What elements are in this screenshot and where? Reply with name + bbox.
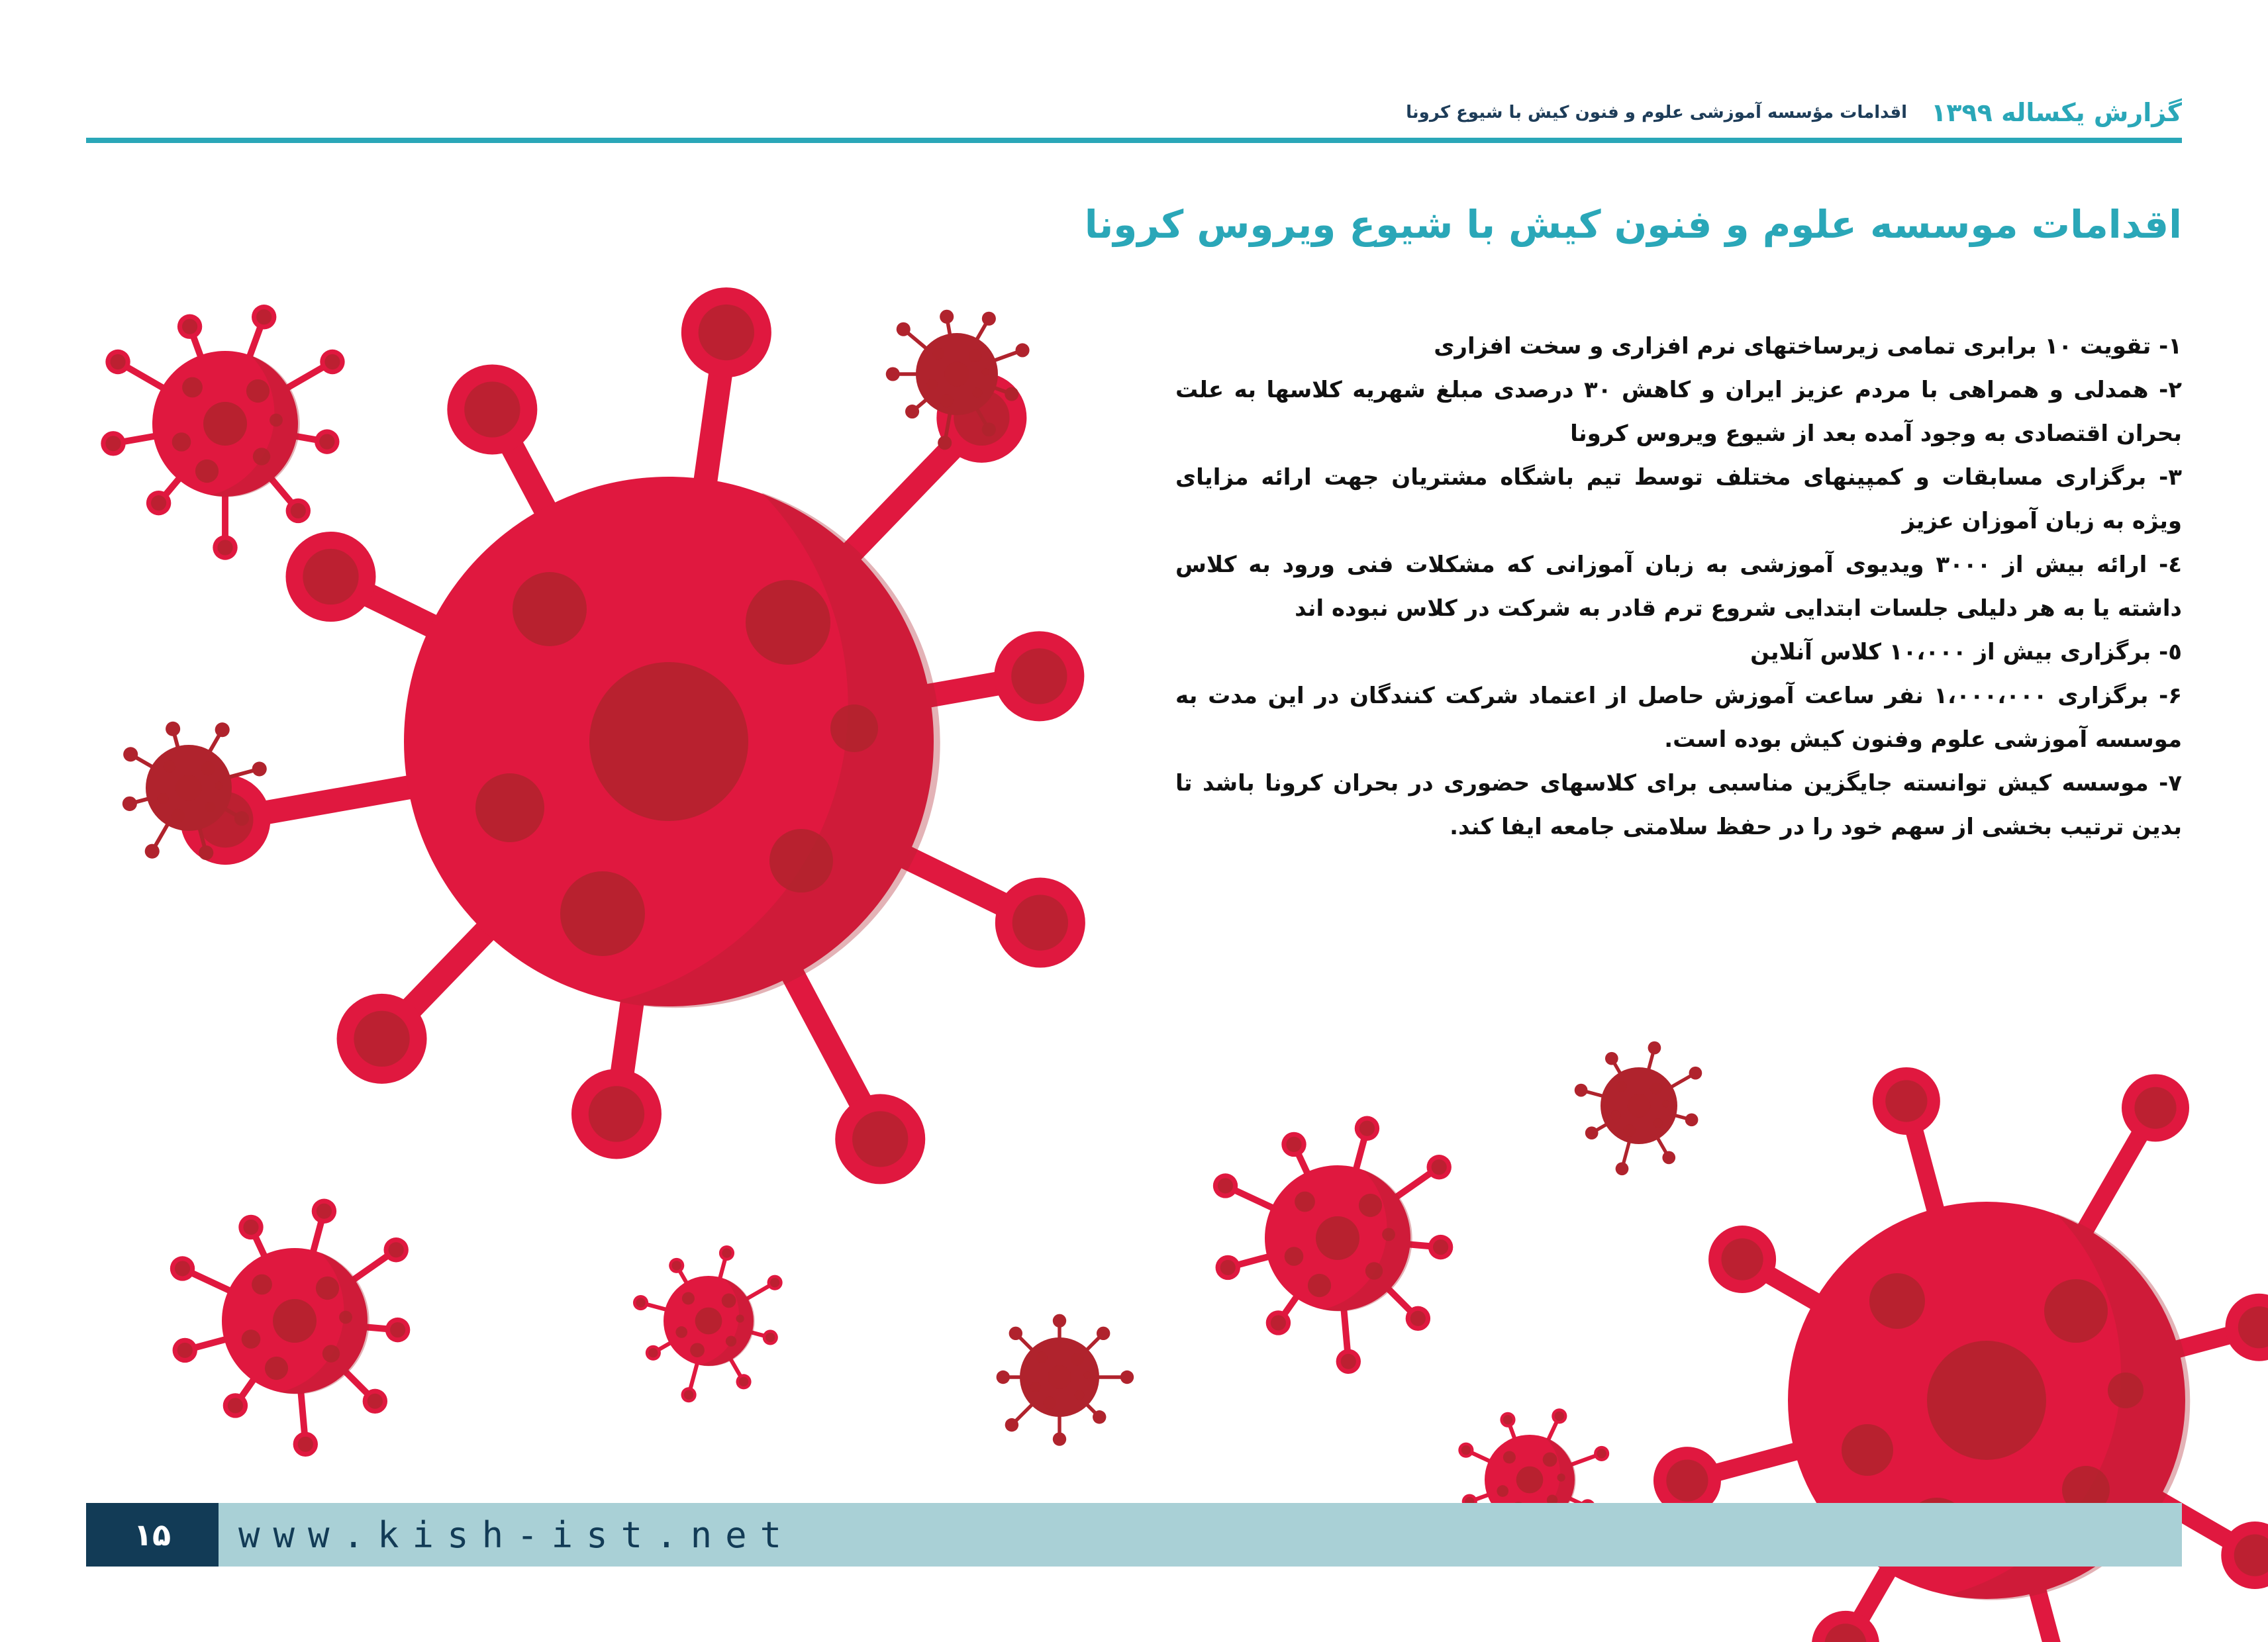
virus-spot [1628, 1094, 1651, 1118]
virus-spot [1359, 1194, 1382, 1217]
virus-spike-tip-core [390, 1322, 405, 1337]
virus-spot [769, 829, 833, 893]
virus-spike-tip-core [1218, 1178, 1233, 1193]
virus-spike-tip [1575, 1084, 1588, 1097]
virus-spike-tip-core [324, 354, 340, 369]
virus-spot [589, 662, 748, 821]
list-item: ٣- برگزاری مسابقات و کمپینهای مختلف توسط تیم باشگاه مشتریان جهت ارائه مزایای ویژه به زبان آموزان عزیز [1175, 464, 2182, 534]
virus-spike-tip-core [177, 1343, 193, 1358]
virus-spot [2108, 1373, 2144, 1408]
virus-spot [736, 1314, 744, 1322]
virus-spot [203, 402, 247, 446]
list-item: ١- تقویت ١٠ برابری تمامی زیرساختهای نرم افزاری و سخت افزاری [1434, 333, 2182, 360]
virus-spot [1543, 1453, 1557, 1467]
virus-spike-tip-core [1721, 1238, 1763, 1280]
virus-spike-tip-core [765, 1333, 775, 1342]
virus-spike-tip [1005, 387, 1018, 401]
virus-spike-tip-core [464, 381, 520, 437]
virus-spot [172, 432, 191, 452]
virus-spot [1036, 1352, 1048, 1363]
virus-spike-tip-core [354, 1011, 409, 1067]
virus-icon [170, 1199, 410, 1457]
virus-spot [215, 782, 223, 790]
virus-spot [1842, 1424, 1893, 1476]
virus-spike-tip [1585, 1126, 1599, 1139]
virus-spot [171, 809, 185, 823]
virus-spot [164, 760, 175, 772]
list-item: ۶- برگزاری ١،٠٠٠،٠٠٠ نفر ساعت آموزش حاصل از اعتماد شرکت کنندگان در این مدت به موسسه آموزشی علوم وفنون کیش بوده است. [1175, 683, 2182, 753]
virus-spot [270, 414, 283, 427]
footer-bar [219, 1503, 2182, 1567]
virus-spike-tip-core [175, 1261, 190, 1276]
virus-icon [997, 1314, 1134, 1446]
virus-spot [1295, 1192, 1315, 1212]
virus-spike-tip-core [672, 1261, 681, 1270]
virus-spot [1611, 1110, 1621, 1120]
virus-spot [195, 459, 219, 483]
virus-spot [273, 1299, 317, 1343]
virus-spot [695, 1308, 722, 1335]
report-label: گزارش یکساله ۱۳۹۹ [1931, 98, 2182, 127]
virus-spike-tip-core [722, 1248, 731, 1257]
virus-spike-tip-core [1271, 1315, 1286, 1330]
virus-spike-tip-core [636, 1298, 645, 1307]
virus-spike-tip [997, 1371, 1010, 1384]
virus-spot [339, 1311, 352, 1324]
virus-spot [316, 1277, 339, 1300]
virus-spike-tip [1648, 1041, 1661, 1055]
virus-spot [675, 1326, 687, 1338]
virus-spot [682, 1292, 695, 1304]
virus-spike-tip-core [2134, 1087, 2176, 1129]
virus-spike-tip-core [105, 436, 121, 451]
virus-spot [1075, 1390, 1084, 1400]
virus-spike-tip-core [110, 354, 125, 369]
virus-spike-tip-core [182, 319, 197, 334]
virus-spike-tip-core [1555, 1412, 1564, 1421]
virus-spike-tip-core [648, 1348, 658, 1357]
virus-spot [513, 572, 587, 646]
virus-spike-tip [886, 367, 900, 381]
virus-spike-tip [123, 797, 137, 811]
virus-spike-tip [1605, 1052, 1618, 1065]
virus-spot [246, 379, 270, 403]
virus-spike-tip [1685, 1113, 1699, 1126]
virus-spot [1869, 1273, 1925, 1329]
virus-spike-tip-core [228, 1398, 243, 1413]
virus-spot [1030, 1382, 1041, 1392]
virus-spike-tip-core [303, 549, 358, 604]
virus-spot [690, 1343, 705, 1357]
virus-spike-tip-core [1597, 1449, 1606, 1458]
virus-spike-tip-core [389, 1242, 404, 1257]
virus-spike-tip-core [1286, 1137, 1301, 1152]
virus-spot [242, 1329, 261, 1349]
virus-icon [1213, 1116, 1453, 1374]
virus-spike-tip [123, 747, 138, 761]
virus-spot [205, 802, 216, 812]
virus-spot [1503, 1451, 1516, 1463]
virus-spike-tip-core [243, 1220, 258, 1235]
virus-spike-tip-core [1885, 1080, 1927, 1122]
virus-spot [1048, 1365, 1071, 1389]
virus-spike-tip-core [852, 1111, 908, 1167]
virus-spot [1316, 1216, 1359, 1260]
virus-spot [2044, 1279, 2108, 1343]
virus-spot [1043, 1396, 1056, 1409]
virus-spike-tip [1120, 1371, 1134, 1384]
virus-spike-tip-core [291, 503, 306, 518]
virus-spike-tip-core [1410, 1311, 1426, 1326]
virus-spot [726, 1335, 736, 1346]
virus-icon [1575, 1041, 1702, 1175]
virus-spike-tip [940, 310, 954, 324]
virus-spike-tip-core [739, 1377, 748, 1386]
virus-spike-tip [1616, 1162, 1629, 1175]
virus-spot [253, 448, 270, 465]
virus-icon [633, 1245, 783, 1402]
virus-spike-tip-core [151, 495, 166, 510]
virus-spot [1616, 1081, 1627, 1092]
virus-spike-tip [145, 844, 160, 859]
virus-spot [1650, 1083, 1663, 1095]
virus-spike-tip [1005, 1418, 1018, 1431]
virus-spike-tip-core [770, 1278, 779, 1287]
virus-spike-tip [905, 405, 919, 418]
virus-spike-tip-core [1359, 1121, 1375, 1136]
virus-spot [1516, 1467, 1544, 1494]
virus-spike-tip [982, 312, 996, 326]
virus-spike-tip-core [1341, 1354, 1356, 1369]
virus-spot [1365, 1262, 1383, 1279]
virus-spike-tip-core [1503, 1415, 1512, 1424]
virus-spike-tip-core [317, 1204, 332, 1219]
virus-spot [969, 349, 982, 362]
virus-spike-tip-core [1011, 648, 1067, 704]
virus-spike-tip [252, 761, 267, 776]
list-item: ٥- برگزاری بیش از ١٠،٠٠٠ کلاس آنلاین [1750, 639, 2182, 665]
website-url: www.kish-ist.net [238, 1514, 795, 1556]
virus-spike-tip-core [699, 305, 754, 360]
virus-spike-tip [215, 722, 230, 737]
virus-icon [101, 305, 344, 560]
virus-spot [322, 1345, 340, 1362]
list-item: ٤- ارائه بیش از ٣٠٠٠ ویدیوی آموزشی به زبان آموزانی که مشکلات فنی ورود به کلاس داشته یا به هر دلیلی جلسات ابتدایی شروع ترم قادر به شرکت در کلاس نبوده اند [1175, 552, 2183, 622]
list-item: ٢- همدلی و همراهی با مردم عزیز ایران و کاهش ٣٠ درصدی مبلغ شهریه کلاسها به علت بحران اقتصادی به وجود آمده بعد از شیوع ویروس کرونا [1175, 377, 2182, 447]
virus-spot [252, 1275, 272, 1295]
section-label: اقدامات مؤسسه آموزشی علوم و فنون کیش با شیوع کرونا [1406, 103, 1908, 122]
virus-spike-tip [1093, 1410, 1106, 1424]
virus-spot [560, 871, 645, 956]
virus-spot [1084, 1372, 1091, 1379]
virus-spike-tip [1016, 343, 1030, 357]
virus-spot [982, 368, 989, 375]
virus-spot [201, 761, 215, 775]
virus-spike-tip-core [1461, 1445, 1471, 1455]
virus-spike-tip [199, 845, 213, 860]
virus-spike-tip [897, 322, 911, 336]
virus-spot [1308, 1274, 1331, 1297]
virus-spot [265, 1357, 288, 1380]
virus-spike-tip [1662, 1151, 1675, 1164]
virus-spike-tip-core [298, 1437, 313, 1452]
virus-spike-tip [1009, 1327, 1022, 1340]
virus-spike-tip [982, 422, 996, 436]
virus-spike-tip-core [256, 309, 271, 324]
virus-spike-tip [234, 811, 249, 826]
virus-spike-tip-core [1666, 1460, 1708, 1502]
virus-spot [944, 362, 969, 386]
virus-spot [927, 379, 938, 389]
virus-spike-tip-core [1220, 1260, 1236, 1275]
virus-spot [1382, 1228, 1395, 1241]
virus-spot [1662, 1100, 1669, 1107]
virus-spot [176, 775, 202, 801]
virus-spot [1653, 1118, 1663, 1128]
virus-spot [1071, 1353, 1083, 1365]
page-title: اقدامات موسسه علوم و فنون کیش با شیوع ویروس کرونا [1084, 202, 2182, 247]
virus-spike-tip-core [589, 1086, 644, 1141]
virus-spot [158, 793, 169, 804]
virus-spot [932, 348, 944, 359]
virus-spike-tip-core [319, 434, 334, 450]
virus-spike-tip-core [1432, 1159, 1447, 1175]
virus-spike-tip [166, 722, 180, 736]
virus-spike-tip [1053, 1432, 1066, 1445]
virus-spot [722, 1294, 736, 1308]
virus-spike-tip [1053, 1314, 1066, 1328]
virus-spike-tip-core [1012, 894, 1068, 950]
virus-spot [1623, 1124, 1636, 1137]
virus-spike-tip-core [368, 1394, 383, 1409]
virus-spike-tip [1689, 1067, 1702, 1080]
virus-spike-tip-core [1433, 1239, 1448, 1255]
virus-spot [182, 377, 203, 398]
virus-spike-tip-core [217, 540, 232, 555]
virus-spot [830, 704, 878, 752]
virus-spot [1927, 1341, 2046, 1460]
page-number: ۱۵ [86, 1503, 219, 1567]
virus-spot [475, 773, 544, 842]
virus-spike-tip [938, 436, 952, 450]
virus-spike-tip [1097, 1327, 1110, 1340]
virus-spot [940, 394, 954, 407]
virus-spot [1497, 1485, 1508, 1497]
virus-spot [746, 580, 830, 665]
virus-spot [1285, 1247, 1304, 1266]
virus-spot [1557, 1473, 1565, 1481]
virus-spot [973, 387, 983, 397]
list-item: ٧- موسسه کیش توانسته جایگزین مناسبی برای کلاسهای حضوری در بحران کرونا باشد تا بدین ترتیب بخشی از سهم خود را در حفظ سلامتی جامعه ایفا کند. [1175, 770, 2182, 840]
virus-spike-tip-core [684, 1390, 693, 1399]
